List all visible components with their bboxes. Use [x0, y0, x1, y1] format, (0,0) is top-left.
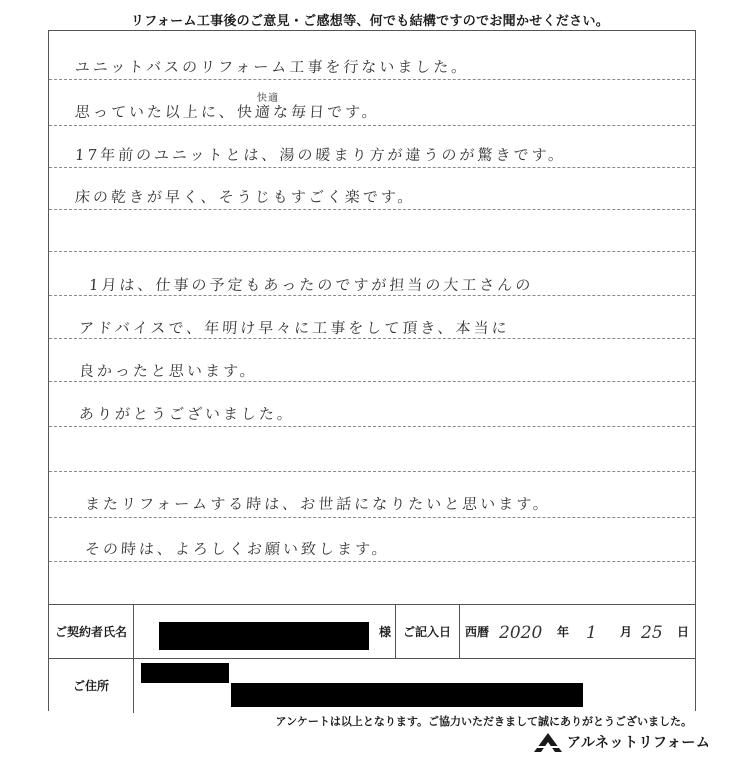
- redacted-address: [141, 663, 229, 683]
- form-row-address: [49, 659, 695, 713]
- ruled-line: [49, 251, 695, 252]
- ruled-line: [49, 79, 695, 80]
- ruled-line: [49, 167, 695, 168]
- handwritten-line: 思っていた以上に、快適な毎日です。: [74, 103, 381, 121]
- ruled-line: [49, 295, 695, 296]
- form-divider: [133, 605, 134, 659]
- contract-name-label: ご契約者氏名: [54, 625, 127, 639]
- logo-mark-icon: [532, 730, 564, 754]
- handwritten-line: ユニットバスのリフォーム工事を行ないました。: [74, 58, 470, 76]
- ruled-line: [49, 517, 695, 518]
- year-unit: 年: [557, 625, 570, 639]
- customer-info-form: [49, 604, 695, 712]
- handwritten-year: 2020: [499, 623, 543, 643]
- handwritten-line: 床の乾きが早く、そうじもすごく楽です。: [74, 188, 417, 206]
- company-logo: [532, 730, 710, 754]
- handwritten-line: ありがとうございました。: [78, 405, 296, 423]
- redacted-name: [159, 622, 369, 650]
- handwritten-line: 1月は、仕事の予定もあったのですが担当の大工さんの: [88, 276, 535, 294]
- form-row-name-date: [49, 605, 695, 659]
- era-label: 西暦: [465, 625, 490, 639]
- handwritten-line: またリフォームする時は、お世話になりたいと思います。: [84, 495, 552, 513]
- ruled-line: [49, 471, 695, 472]
- ruled-line: [49, 338, 695, 339]
- ruled-line: [49, 125, 695, 126]
- ruled-line: [49, 426, 695, 427]
- form-divider: [133, 659, 134, 713]
- handwritten-line: 17年前のユニットとは、湯の暖まり方が違うのが驚きです。: [74, 146, 567, 164]
- survey-heading: リフォーム工事後のご意見・ご感想等、何でも結構ですのでお聞かせください。: [130, 14, 610, 29]
- handwritten-correction: 快適: [257, 93, 279, 104]
- date-label: ご記入日: [402, 625, 451, 639]
- redacted-address: [231, 683, 583, 707]
- month-unit: 月: [620, 625, 633, 639]
- ruled-line: [49, 381, 695, 382]
- handwritten-line: 良かったと思います。: [78, 362, 259, 380]
- company-name: アルネットリフォーム: [567, 735, 711, 751]
- closing-note: アンケートは以上となります。ご協力いただきまして誠にありがとうございました。: [275, 715, 692, 728]
- address-label: ご住所: [72, 679, 109, 693]
- handwritten-day: 25: [641, 623, 663, 643]
- form-divider: [459, 605, 460, 659]
- handwritten-line: その時は、よろしくお願い致します。: [84, 540, 391, 558]
- honorific-suffix: 様: [379, 625, 392, 639]
- day-unit: 日: [677, 625, 690, 639]
- handwritten-month: 1: [586, 623, 597, 643]
- comment-sheet: [48, 30, 696, 711]
- ruled-line: [49, 209, 695, 210]
- ruled-line: [49, 561, 695, 562]
- handwritten-line: アドバイスで、年明け早々に工事をして頂き、本当に: [78, 319, 511, 337]
